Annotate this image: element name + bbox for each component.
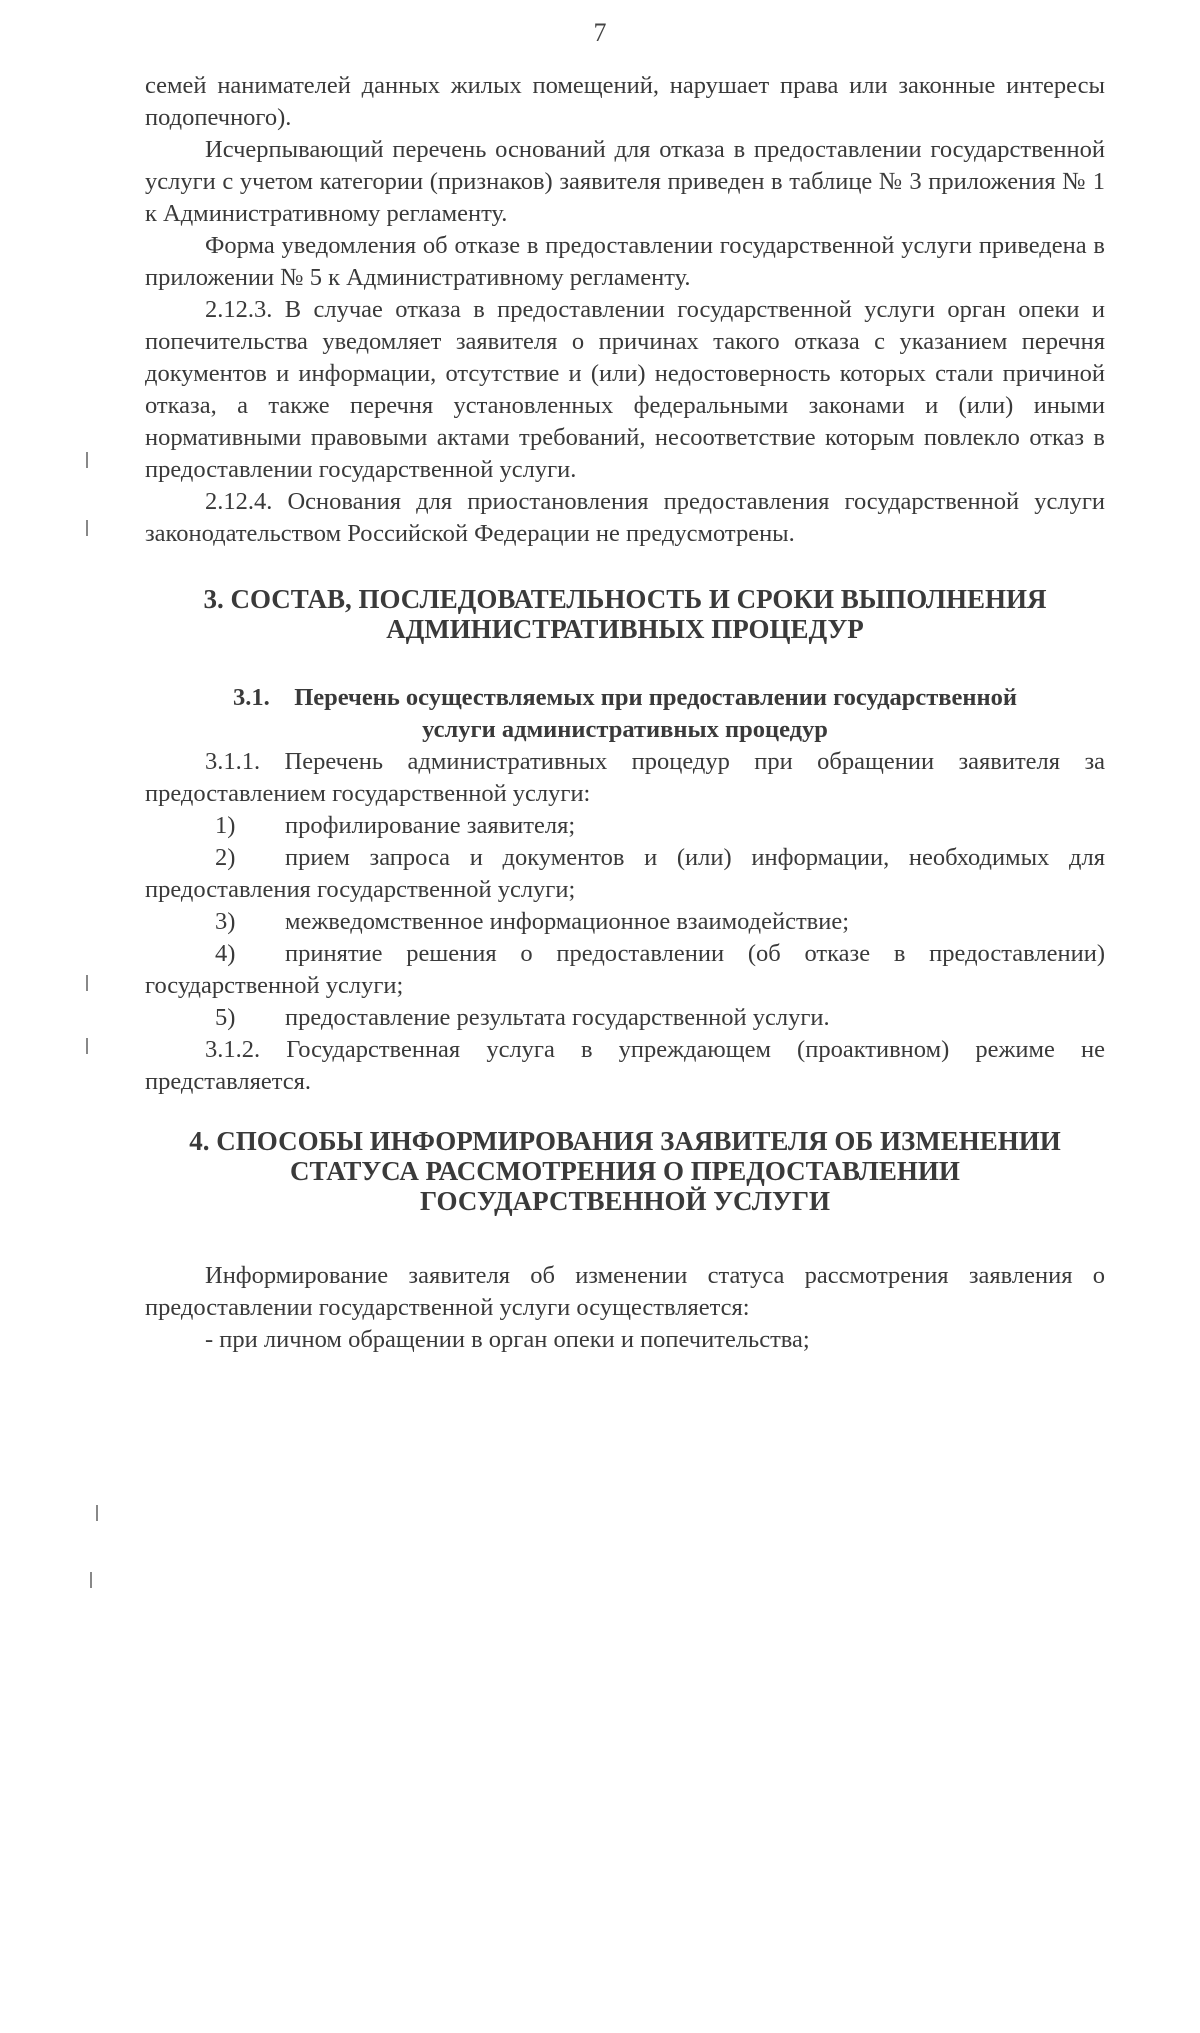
scan-mark (90, 1572, 92, 1588)
procedures-list (145, 810, 1105, 1034)
list-item: 4) принятие решения о предоставлении (об отказе в предоставлении) государственной услуги; (145, 940, 1105, 999)
scan-mark (86, 452, 88, 468)
paragraph: Исчерпывающий перечень оснований для отказа в предоставлении государственной услуги с учетом категории (признаков) заявителя приведен в таблице № 3 приложения № 1 к Административному регламенту. (145, 136, 1105, 227)
list-item: 1) профилирование заявителя; (215, 812, 576, 839)
paragraph-3-1-2: 3.1.2. Государственная услуга в упреждающем (проактивном) режиме не представляется. (145, 1036, 1105, 1095)
list-item: 5) предоставление результата государственной услуги. (215, 1004, 830, 1031)
paragraph-2-12-3: 2.12.3. В случае отказа в предоставлении государственной услуги орган опеки и попечительства уведомляет заявителя о причинах такого отказа с указанием перечня документов и информации, отсутствие и (или) недостоверность которых стали причиной отказа, а также перечня установленных федеральными законами и (или) иными нормативными правовыми актами требований, несоответствие которым повлекло отказ в предоставлении государственной услуги. (145, 296, 1105, 483)
page-number: 7 (593, 18, 607, 47)
section-3-heading: 3. СОСТАВ, ПОСЛЕДОВАТЕЛЬНОСТЬ И СРОКИ ВЫПОЛНЕНИЯ АДМИНИСТРАТИВНЫХ ПРОЦЕДУР (203, 584, 1047, 644)
scan-mark (86, 1038, 88, 1054)
paragraph: - при личном обращении в орган опеки и попечительства; (205, 1326, 810, 1353)
scan-mark (86, 975, 88, 991)
paragraph: Форма уведомления об отказе в предоставлении государственной услуги приведена в приложении № 5 к Административному регламенту. (145, 232, 1105, 291)
paragraph: семей нанимателей данных жилых помещений, нарушает права или законные интересы подопечного). (145, 72, 1105, 131)
paragraph-2-12-4: 2.12.4. Основания для приостановления предоставления государственной услуги законодательством Российской Федерации не предусмотрены. (145, 488, 1105, 547)
list-item: 3) межведомственное информационное взаимодействие; (215, 908, 850, 935)
document-body (145, 70, 1105, 1356)
scan-mark (86, 520, 88, 536)
section-4-heading: 4. СПОСОБЫ ИНФОРМИРОВАНИЯ ЗАЯВИТЕЛЯ ОБ ИЗМЕНЕНИИ СТАТУСА РАССМОТРЕНИЯ О ПРЕДОСТАВЛЕНИИ ГОСУДАРСТВЕННОЙ УСЛУГИ (189, 1126, 1061, 1216)
paragraph: Информирование заявителя об изменении статуса рассмотрения заявления о предоставлении государственной услуги осуществляется: (145, 1262, 1105, 1321)
list-item: 2) прием запроса и документов и (или) информации, необходимых для предоставления государственной услуги; (145, 844, 1105, 903)
paragraph-3-1-1: 3.1.1. Перечень административных процедур при обращении заявителя за предоставлением государственной услуги: (145, 748, 1105, 807)
subsection-3-1-heading: 3.1. Перечень осуществляемых при предоставлении государственной услуги административных процедур (232, 684, 1018, 743)
scan-mark (96, 1505, 98, 1521)
